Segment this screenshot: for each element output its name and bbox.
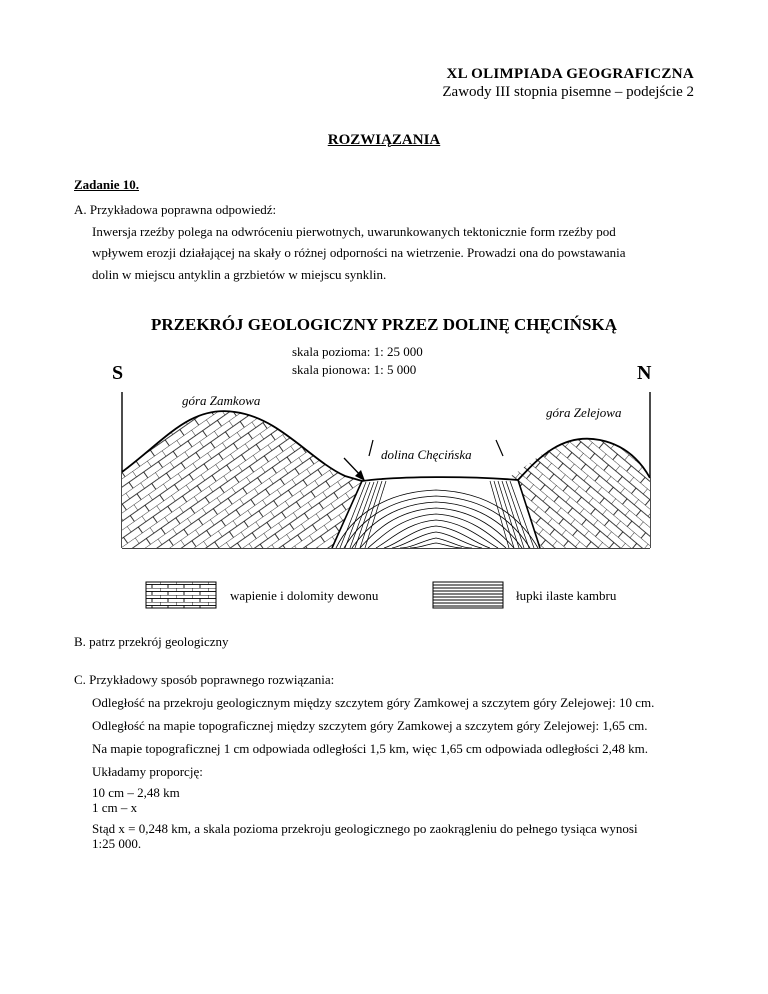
stage-subtitle: Zawody III stopnia pisemne – podejście 2 <box>442 84 694 100</box>
south-label: S <box>112 362 124 384</box>
label-gora-zamkowa: góra Zamkowa <box>182 393 261 408</box>
legend-shale-swatch <box>433 582 503 608</box>
answer-a-line-2: wpływem erozji działającej na skały o różnej odporności na wietrzenie. Prowadzi ona do powstawania <box>92 245 626 260</box>
answer-a-line-1: Inwersja rzeźby polega na odwróceniu pierwotnych, uwarunkowanych tektonicznie form rzeźby pod <box>92 224 616 239</box>
label-dolina-checinska: dolina Chęcińska <box>381 447 472 462</box>
answer-c-intro: C. Przykładowy sposób poprawnego rozwiązania: <box>74 672 335 687</box>
legend-limestone-label: wapienie i dolomity dewonu <box>230 588 379 603</box>
answer-a-line-3: dolin w miejscu antyklin a grzbietów w miejscu synklin. <box>92 267 387 282</box>
answer-c-line-8: 1:25 000. <box>92 836 142 851</box>
scale-vertical: skala pionowa: 1: 5 000 <box>292 362 417 377</box>
answer-c-line-7: Stąd x = 0,248 km, a skala pozioma przekroju geologicznego po zaokrągleniu do pełnego tysiąca wynosi <box>92 821 638 836</box>
answer-c-line-1: Odległość na przekroju geologicznym między szczytem góry Zamkowej a szczytem góry Zelejowej: 10 cm. <box>92 695 655 710</box>
proportion-line-1: 10 cm – 2,48 km <box>92 785 180 800</box>
scale-horizontal: skala pozioma: 1: 25 000 <box>292 344 423 359</box>
answer-c-line-2: Odległość na mapie topograficznej między szczytem góry Zamkowej a szczytem góry Zelejowej: 1,65 cm. <box>92 718 648 733</box>
answer-b: B. patrz przekrój geologiczny <box>74 634 229 649</box>
legend-shale-label: łupki ilaste kambru <box>516 588 617 603</box>
answer-a-intro: A. Przykładowa poprawna odpowiedź: <box>74 202 277 217</box>
olympiad-title: XL OLIMPIADA GEOGRAFICZNA <box>446 66 694 82</box>
limestone-zamkowa <box>122 400 367 550</box>
section-title: ROZWIĄZANIA <box>327 132 441 148</box>
answer-c-line-3: Na mapie topograficznej 1 cm odpowiada odległości 1,5 km, więc 1,65 cm odpowiada odległości 2,48 km. <box>92 741 648 756</box>
cross-section-title: PRZEKRÓJ GEOLOGICZNY PRZEZ DOLINĘ CHĘCIŃSKĄ <box>151 315 617 334</box>
label-gora-zelejowa: góra Zelejowa <box>546 405 622 420</box>
legend-limestone-swatch <box>146 582 216 608</box>
proportion-line-2: 1 cm – x <box>92 800 138 815</box>
north-label: N <box>637 362 652 384</box>
answer-c-line-4: Układamy proporcję: <box>92 764 203 779</box>
task-title: Zadanie 10. <box>74 177 140 192</box>
